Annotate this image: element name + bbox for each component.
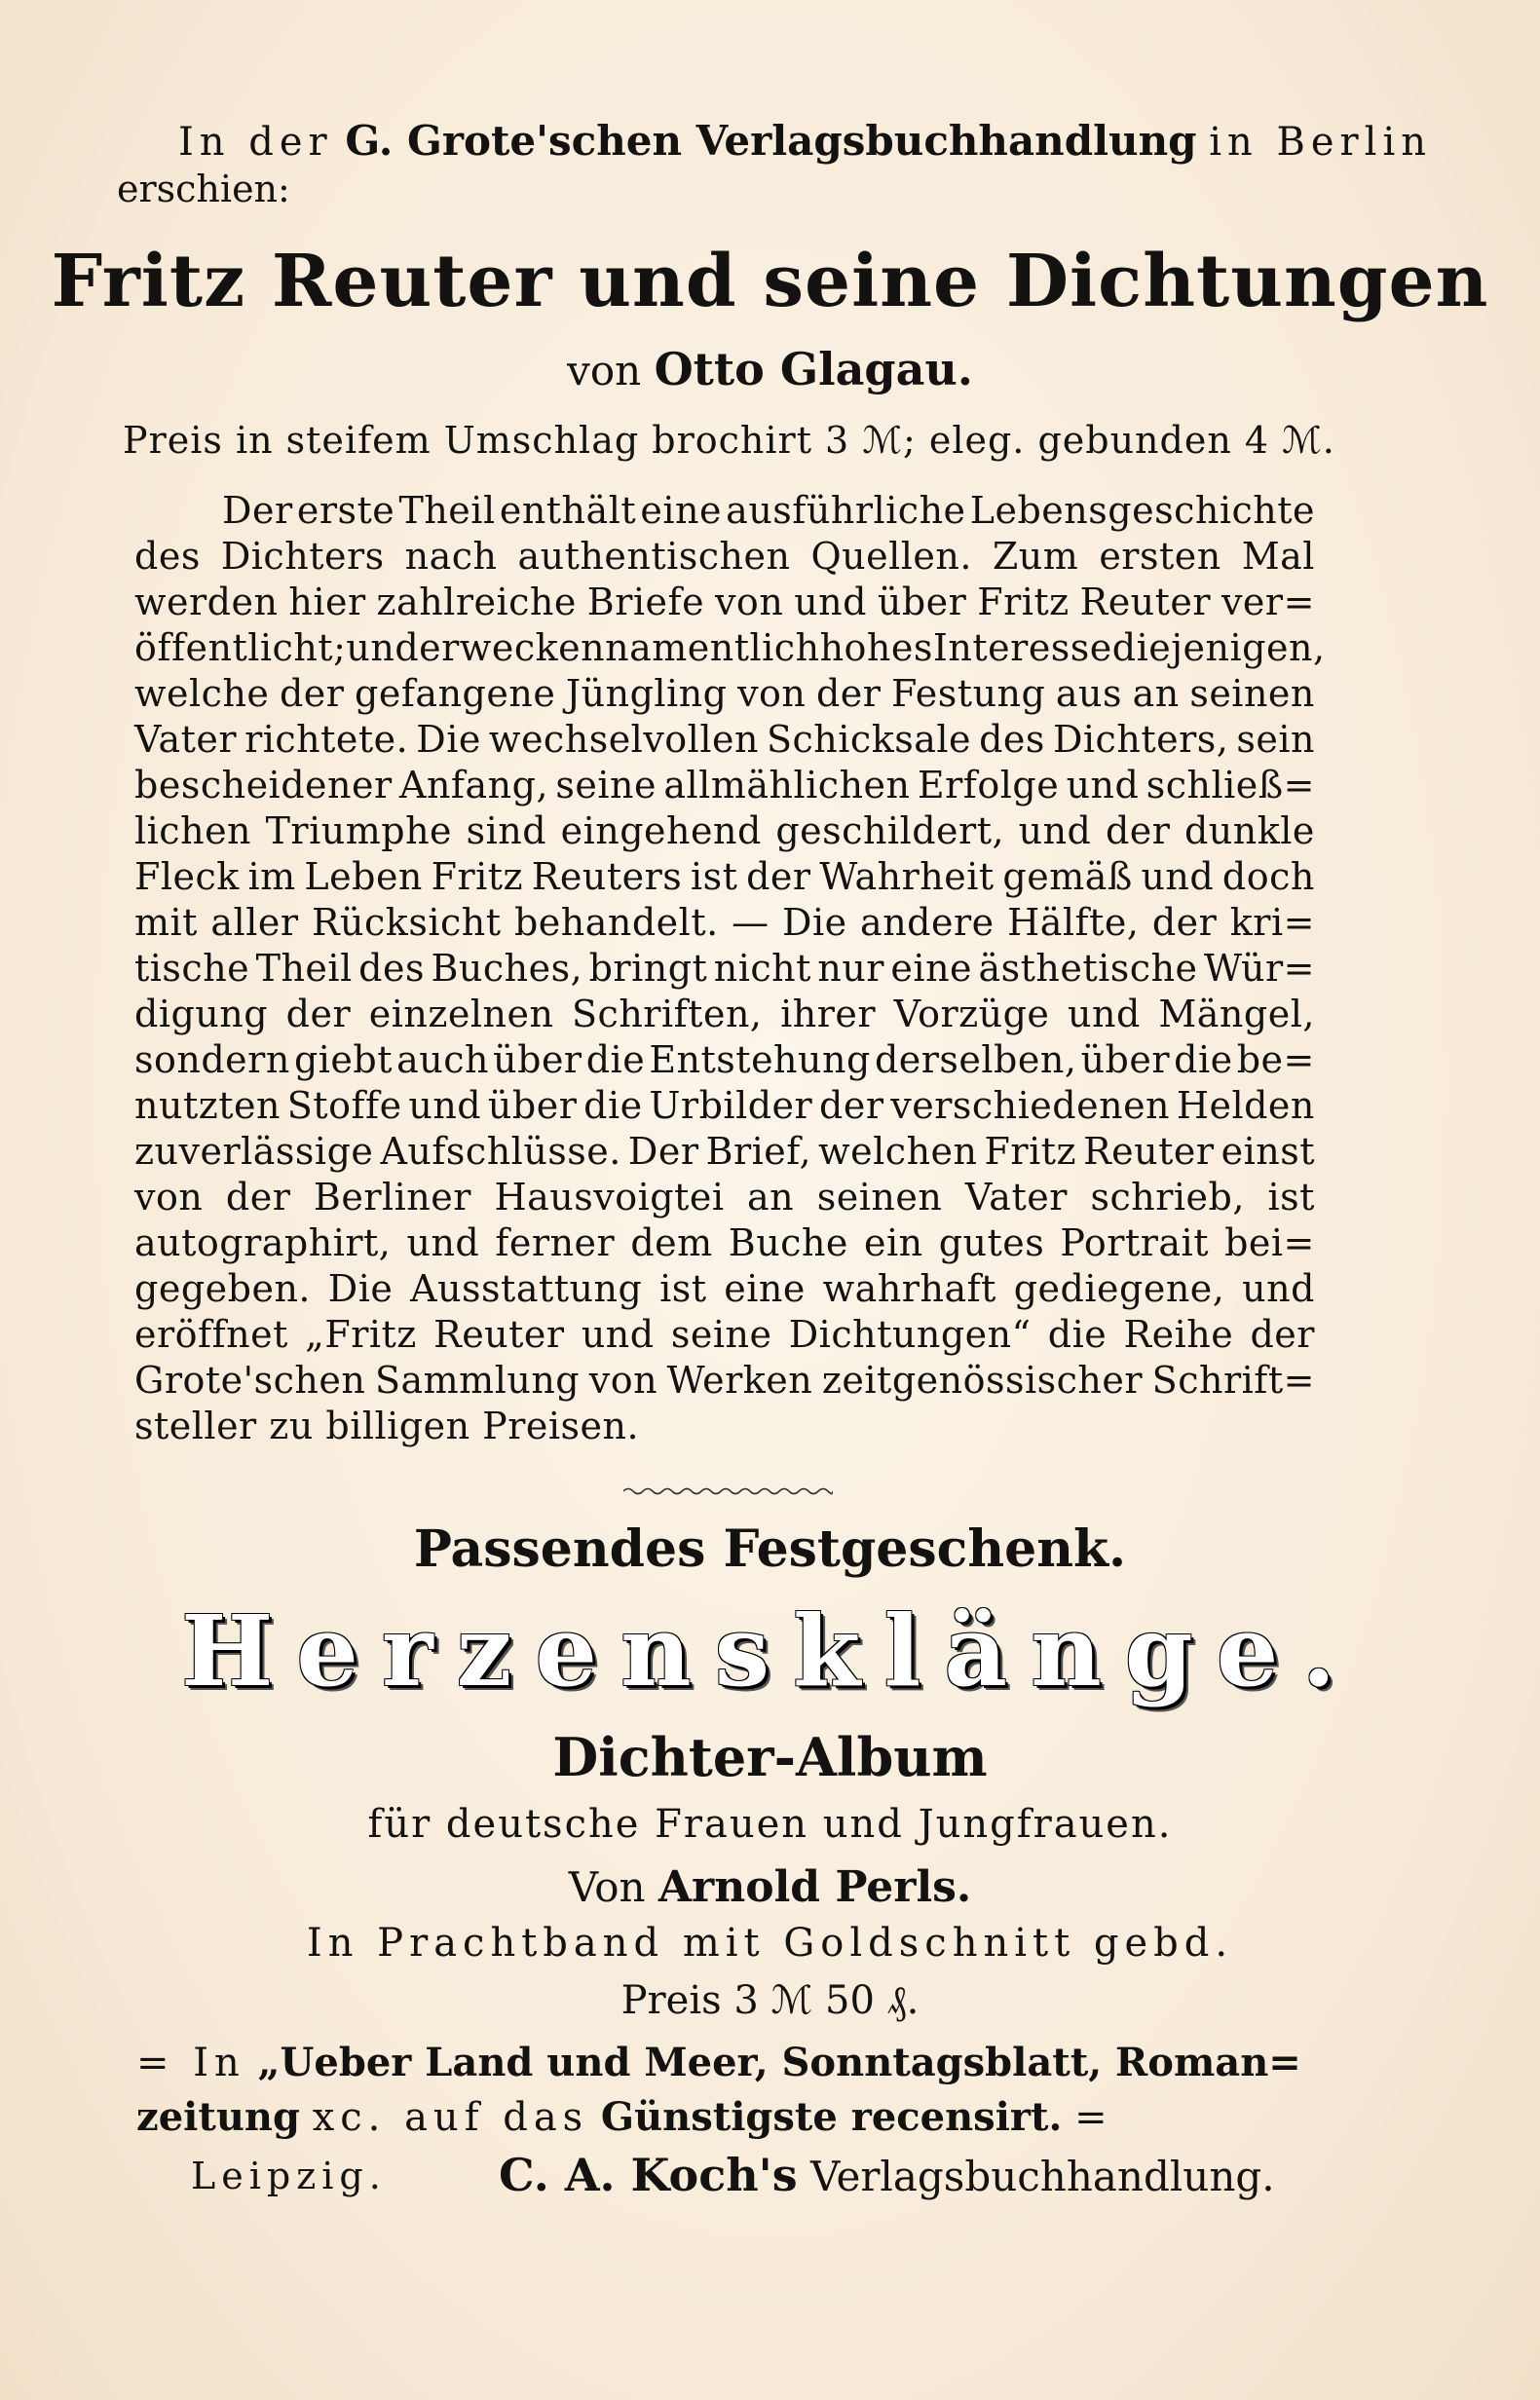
word: eine bbox=[890, 947, 973, 990]
word: ferner bbox=[495, 1221, 616, 1264]
word: und bbox=[581, 1313, 655, 1356]
word: ein bbox=[864, 1221, 923, 1264]
book2-price: Preis 3 ℳ 50 ₰. bbox=[620, 1978, 920, 2023]
wavy-divider bbox=[623, 1486, 833, 1496]
word: nur bbox=[817, 947, 884, 990]
word: welche bbox=[134, 672, 270, 715]
word: nicht bbox=[713, 947, 811, 990]
word: Entstehung bbox=[649, 1038, 871, 1081]
desc-line bbox=[134, 901, 1315, 944]
word: Schriften, bbox=[572, 993, 763, 1035]
word: einzelnen bbox=[368, 993, 554, 1035]
word: richtete. bbox=[244, 718, 409, 761]
word: und bbox=[406, 1221, 480, 1264]
desc-line bbox=[134, 1313, 1315, 1356]
word: einst bbox=[1221, 1130, 1315, 1173]
word: andere bbox=[860, 901, 995, 944]
book2-author: Arnold Perls. bbox=[657, 1862, 972, 1912]
word: eine bbox=[640, 489, 722, 532]
word: und bbox=[794, 581, 867, 623]
word: wahrhaft bbox=[822, 1267, 996, 1310]
desc-line bbox=[134, 855, 1315, 898]
word: Jüngling bbox=[565, 672, 728, 715]
word: „Fritz bbox=[305, 1313, 417, 1356]
word: der bbox=[279, 672, 345, 715]
word: Mängel, bbox=[1158, 993, 1315, 1035]
desc-line bbox=[134, 1176, 1315, 1219]
word: erwecken bbox=[419, 626, 606, 669]
book1-author-line bbox=[0, 343, 1540, 395]
word: ästhetische bbox=[978, 947, 1198, 990]
word: Hausvoigtei bbox=[494, 1176, 725, 1219]
word: Lebensgeschichte bbox=[969, 489, 1315, 532]
word: Schrift= bbox=[1151, 1359, 1315, 1402]
word: die bbox=[1047, 1313, 1108, 1356]
word: namentlich bbox=[605, 626, 820, 669]
word: Brief, bbox=[705, 1130, 812, 1173]
review-line2 bbox=[136, 2094, 1540, 2140]
desc-line: steller zu billigen Preisen. bbox=[134, 1405, 640, 1447]
word: und bbox=[1141, 855, 1215, 898]
word: nutzten bbox=[134, 1084, 281, 1127]
word: Der bbox=[222, 489, 293, 532]
desc-line bbox=[134, 718, 1315, 761]
word: über bbox=[493, 1038, 582, 1081]
word: diejenigen, bbox=[1111, 626, 1326, 669]
word: Theil bbox=[398, 489, 496, 532]
word: der bbox=[1151, 901, 1218, 944]
word: Schicksale bbox=[766, 718, 972, 761]
word: bescheidener bbox=[134, 764, 393, 806]
word: aus bbox=[1055, 672, 1123, 715]
word: seinen bbox=[1189, 672, 1315, 715]
desc-line bbox=[134, 626, 1326, 669]
word: seine bbox=[555, 764, 657, 806]
word: werden bbox=[134, 581, 279, 623]
word: bei= bbox=[1224, 1221, 1315, 1264]
review-pre: = In bbox=[136, 2041, 245, 2085]
word: Wür= bbox=[1203, 947, 1315, 990]
word: nach bbox=[404, 535, 498, 578]
word: Fritz bbox=[984, 1130, 1077, 1173]
intro-line2: erschien: bbox=[117, 168, 290, 210]
review-publications: „Ueber Land und Meer, Sonntagsblatt, Roman= bbox=[257, 2040, 1301, 2085]
word: Reihe bbox=[1123, 1313, 1234, 1356]
desc-line bbox=[134, 1130, 1315, 1173]
word: enthält bbox=[499, 489, 637, 532]
word: verschiedenen bbox=[890, 1084, 1171, 1127]
word: und bbox=[1066, 764, 1140, 806]
book2-publisher-suffix: Verlagsbuchhandlung. bbox=[810, 2153, 1275, 2200]
word: des bbox=[358, 947, 425, 990]
word: von bbox=[588, 1359, 658, 1402]
word: im bbox=[247, 855, 296, 898]
word: von bbox=[134, 1176, 204, 1219]
word: Leben bbox=[304, 855, 423, 898]
book2-by: Von bbox=[568, 1863, 646, 1911]
word: gutes bbox=[938, 1221, 1045, 1264]
word: Reuter bbox=[1079, 581, 1212, 623]
word: Festung bbox=[891, 672, 1046, 715]
word: der bbox=[1105, 809, 1171, 852]
intro-pre: In der bbox=[178, 120, 333, 165]
word: Vorzüge bbox=[893, 993, 1050, 1035]
book1-price: Preis in steifem Umschlag brochirt 3 ℳ; eleg. gebunden 4 ℳ. bbox=[123, 419, 1335, 462]
word: doch bbox=[1221, 855, 1315, 898]
word: über bbox=[487, 1084, 578, 1127]
publisher-intro bbox=[178, 117, 1540, 165]
word: Die bbox=[416, 718, 481, 761]
word: der bbox=[819, 1084, 884, 1127]
word: Aufschlüsse. bbox=[380, 1130, 621, 1173]
word: von bbox=[714, 581, 784, 623]
place: Leipzig. bbox=[191, 2155, 387, 2197]
word: dunkle bbox=[1183, 809, 1315, 852]
desc-line bbox=[134, 764, 1315, 806]
word: schrieb, bbox=[1090, 1176, 1245, 1219]
word: autographirt, bbox=[134, 1221, 392, 1264]
word: Vater bbox=[964, 1176, 1068, 1219]
word: Die bbox=[327, 1267, 394, 1310]
book2-subtitle: Dichter-Album bbox=[552, 1726, 988, 1788]
word: und bbox=[1018, 809, 1092, 852]
word: der bbox=[285, 993, 352, 1035]
word: welchen bbox=[818, 1130, 978, 1173]
word: Zum bbox=[992, 535, 1079, 578]
word: die bbox=[585, 1038, 646, 1081]
review-mid: xc. auf das bbox=[312, 2095, 589, 2140]
word: Portrait bbox=[1060, 1221, 1209, 1264]
book2-audience: für deutsche Frauen und Jungfrauen. bbox=[367, 1802, 1173, 1847]
word: bringt bbox=[588, 947, 708, 990]
word: lichen bbox=[134, 809, 252, 852]
word: Erfolge bbox=[917, 764, 1060, 806]
word: Urbilder bbox=[649, 1084, 813, 1127]
word: gemäß bbox=[1002, 855, 1133, 898]
review-favourable: Günstigste recensirt. bbox=[600, 2094, 1063, 2140]
word: Briefe bbox=[586, 581, 705, 623]
word: der bbox=[1250, 1313, 1315, 1356]
word: ersten bbox=[1099, 535, 1221, 578]
word: Quellen. bbox=[810, 535, 972, 578]
word: und bbox=[346, 626, 420, 669]
book2-title: Herzensklänge. bbox=[180, 1594, 1360, 1708]
word: sondern bbox=[134, 1038, 290, 1081]
word: be= bbox=[1236, 1038, 1315, 1081]
intro-post: in Berlin bbox=[1209, 120, 1433, 165]
word: hier bbox=[288, 581, 366, 623]
word: auch bbox=[396, 1038, 490, 1081]
publisher-name: G. Grote'schen Verlagsbuchhandlung bbox=[345, 117, 1197, 165]
word: erste bbox=[296, 489, 395, 532]
word: gefangene bbox=[355, 672, 556, 715]
word: behandelt. bbox=[513, 901, 719, 944]
word: Buches, bbox=[431, 947, 583, 990]
word: authentischen bbox=[517, 535, 791, 578]
word: ist bbox=[659, 1267, 707, 1310]
word: die bbox=[583, 1084, 643, 1127]
word: über bbox=[877, 581, 967, 623]
book1-author: Otto Glagau. bbox=[654, 343, 973, 395]
word: über bbox=[1080, 1038, 1171, 1081]
word: an bbox=[1132, 672, 1180, 715]
word: aller bbox=[210, 901, 299, 944]
word: Wahrheit bbox=[819, 855, 995, 898]
desc-line bbox=[134, 1359, 1315, 1402]
word: Fleck bbox=[134, 855, 240, 898]
word: zuverlässige bbox=[134, 1130, 374, 1173]
word: Dichtungen“ bbox=[788, 1313, 1032, 1356]
book2-binding: In Prachtband mit Goldschnitt gebd. bbox=[306, 1921, 1234, 1966]
word: Dichters bbox=[220, 535, 385, 578]
word: Buche bbox=[728, 1221, 848, 1264]
word: kri= bbox=[1229, 901, 1315, 944]
word: ausführliche bbox=[726, 489, 966, 532]
word: von bbox=[737, 672, 807, 715]
word: an bbox=[747, 1176, 795, 1219]
word: die bbox=[1174, 1038, 1233, 1081]
word: giebt bbox=[293, 1038, 393, 1081]
word: gegeben. bbox=[134, 1267, 311, 1310]
word: schließ= bbox=[1146, 764, 1315, 806]
desc-line bbox=[134, 1267, 1315, 1310]
word: eröffnet bbox=[134, 1313, 288, 1356]
desc-line bbox=[134, 1084, 1315, 1127]
book1-title: Fritz Reuter und seine Dichtungen bbox=[51, 240, 1489, 323]
word: Vater bbox=[134, 718, 238, 761]
word: des bbox=[134, 535, 201, 578]
review-end: = bbox=[1074, 2095, 1108, 2140]
word: Anfang, bbox=[399, 764, 549, 806]
word: hohes bbox=[819, 626, 933, 669]
word: Triumphe bbox=[265, 809, 453, 852]
word: Werken bbox=[666, 1359, 813, 1402]
review-line1 bbox=[136, 2040, 1540, 2085]
book2-tagline: Passendes Festgeschenk. bbox=[413, 1519, 1127, 1579]
word: Mal bbox=[1241, 535, 1315, 578]
desc-line bbox=[134, 1038, 1315, 1081]
word: und bbox=[1068, 993, 1141, 1035]
word: Theil bbox=[255, 947, 353, 990]
word: ist bbox=[1267, 1176, 1315, 1219]
word: derselben, bbox=[874, 1038, 1077, 1081]
book1-by: von bbox=[567, 347, 642, 394]
word: Hälfte, bbox=[1007, 901, 1140, 944]
review-zeitung: zeitung bbox=[136, 2094, 300, 2140]
word: seine bbox=[670, 1313, 772, 1356]
word: eine bbox=[724, 1267, 806, 1310]
desc-line bbox=[134, 993, 1315, 1035]
word: zahlreiche bbox=[376, 581, 577, 623]
word: Ausstattung bbox=[410, 1267, 643, 1310]
desc-line bbox=[222, 489, 1315, 532]
word: Grote'schen bbox=[134, 1359, 366, 1402]
book2-author-line bbox=[0, 1862, 1540, 1912]
word: gediegene, bbox=[1013, 1267, 1225, 1310]
word: — bbox=[732, 901, 770, 944]
word: Fritz bbox=[977, 581, 1070, 623]
word: mit bbox=[134, 901, 198, 944]
word: Fritz bbox=[431, 855, 524, 898]
word: der bbox=[746, 855, 811, 898]
desc-line bbox=[134, 581, 1315, 623]
desc-line bbox=[134, 1221, 1315, 1264]
desc-line bbox=[134, 535, 1315, 578]
word: Helden bbox=[1176, 1084, 1315, 1127]
word: Reuters bbox=[531, 855, 683, 898]
word: Sammlung bbox=[374, 1359, 581, 1402]
word: Reuter bbox=[433, 1313, 565, 1356]
word: Dichters, bbox=[1052, 718, 1229, 761]
word: geschildert, bbox=[775, 809, 1005, 852]
word: sind bbox=[466, 809, 547, 852]
book2-publisher: C. A. Koch's bbox=[499, 2149, 798, 2201]
word: Rücksicht bbox=[311, 901, 502, 944]
word: tische bbox=[134, 947, 250, 990]
word: Stoffe bbox=[286, 1084, 402, 1127]
word: sein bbox=[1236, 718, 1315, 761]
word: und bbox=[408, 1084, 482, 1127]
word: Interesse bbox=[932, 626, 1112, 669]
word: der bbox=[815, 672, 882, 715]
word: ihrer bbox=[780, 993, 877, 1035]
word: allmählichen bbox=[663, 764, 911, 806]
desc-line bbox=[134, 672, 1315, 715]
word: zeitgenössischer bbox=[821, 1359, 1144, 1402]
word: ver= bbox=[1221, 581, 1315, 623]
word: dem bbox=[630, 1221, 713, 1264]
word: Reuter bbox=[1083, 1130, 1215, 1173]
desc-line bbox=[134, 947, 1315, 990]
word: wechselvollen bbox=[488, 718, 759, 761]
desc-line bbox=[134, 809, 1315, 852]
word: eingehend bbox=[560, 809, 762, 852]
book2-publisher-line bbox=[499, 2149, 1540, 2201]
word: digung bbox=[134, 993, 269, 1035]
word: seinen bbox=[816, 1176, 943, 1219]
word: der bbox=[225, 1176, 291, 1219]
word: ist bbox=[690, 855, 738, 898]
word: Die bbox=[782, 901, 847, 944]
word: Der bbox=[627, 1130, 699, 1173]
word: des bbox=[979, 718, 1045, 761]
word: und bbox=[1242, 1267, 1315, 1310]
word: öffentlicht; bbox=[134, 626, 347, 669]
word: Berliner bbox=[313, 1176, 471, 1219]
